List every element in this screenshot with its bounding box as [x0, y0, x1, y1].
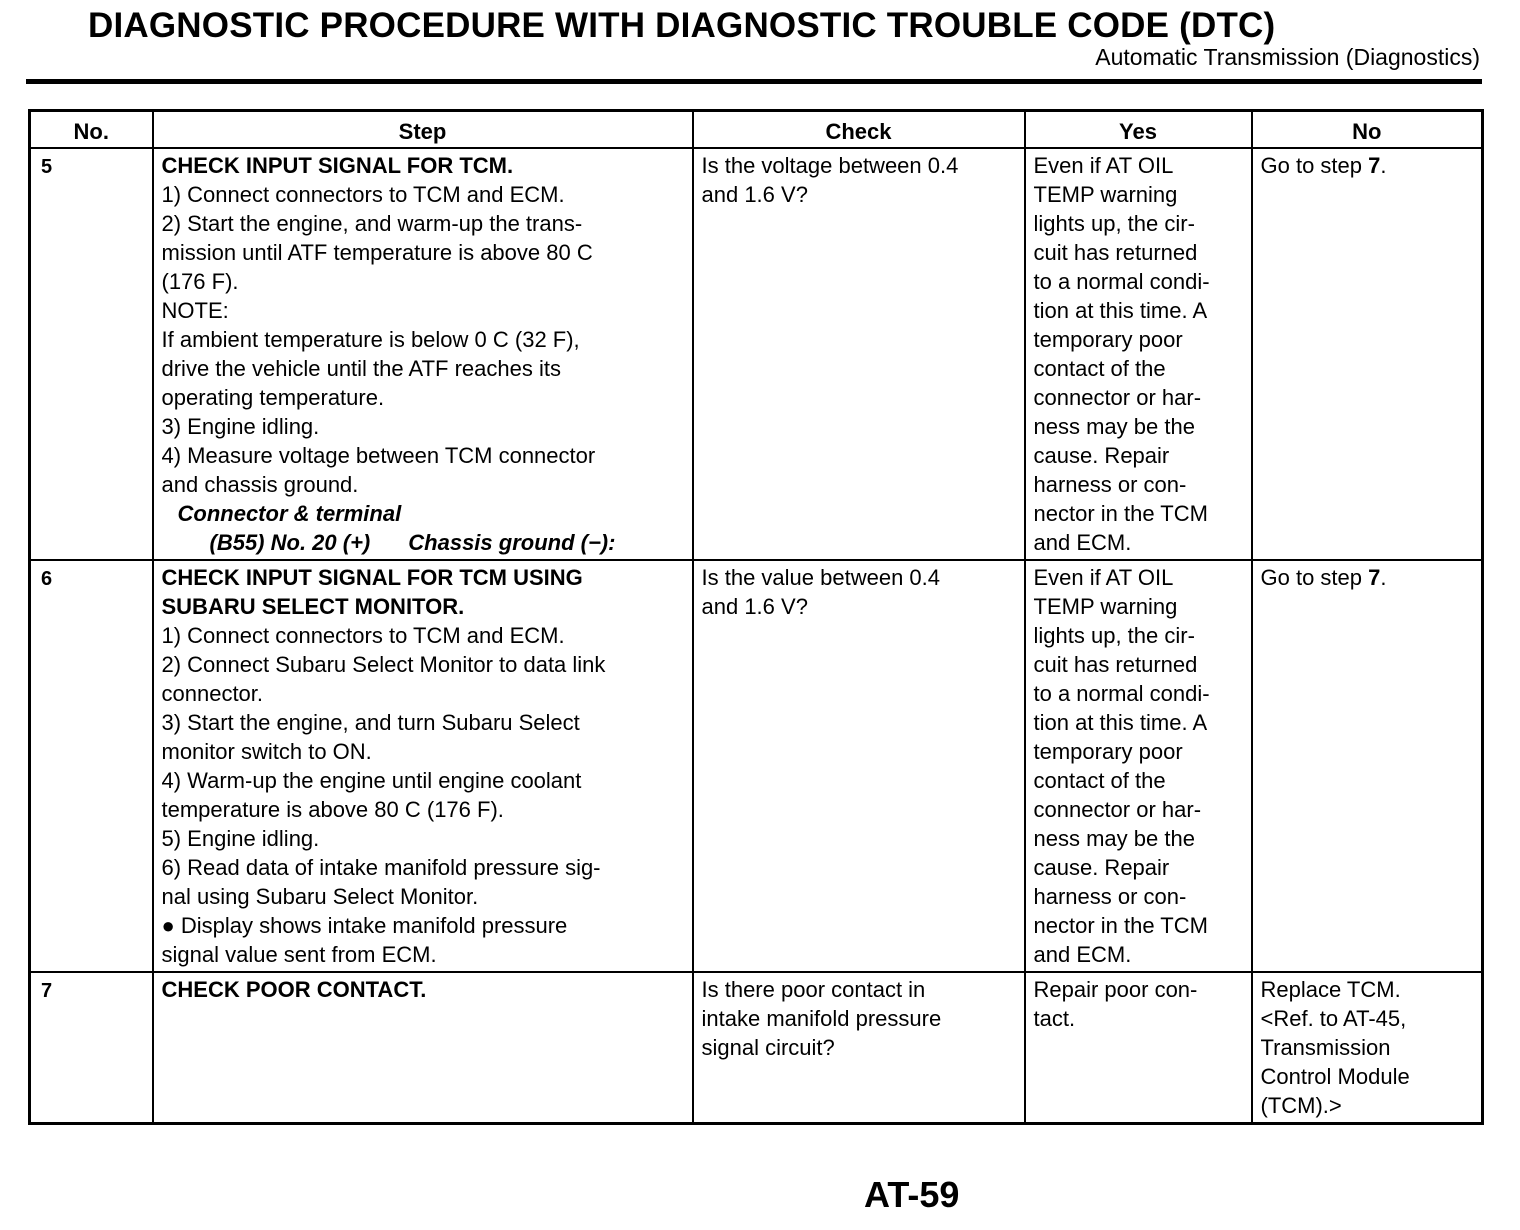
no-cell: [1252, 148, 1483, 560]
step-line: signal value sent from ECM.: [161, 942, 437, 967]
check-cell: [693, 972, 1025, 1124]
check-cell: [693, 148, 1025, 560]
yes-line: contact of the: [1033, 356, 1166, 381]
check-line: Is there poor contact in: [701, 977, 926, 1002]
yes-line: connector or har-: [1033, 797, 1202, 822]
yes-line: cause. Repair: [1033, 443, 1170, 468]
spec-ground: Chassis ground (−):: [408, 530, 616, 555]
step-line: monitor switch to ON.: [161, 739, 372, 764]
step-line: (176 F).: [161, 269, 239, 294]
yes-line: TEMP warning: [1033, 182, 1178, 207]
check-line: and 1.6 V?: [701, 182, 808, 207]
step-cell: [153, 560, 693, 972]
yes-cell: [1025, 148, 1252, 560]
step-line: NOTE:: [161, 298, 229, 323]
no-line: <Ref. to AT-45,: [1260, 1006, 1407, 1031]
yes-line: cuit has returned: [1033, 240, 1198, 265]
diagnostic-table: [28, 109, 1484, 1125]
column-header-check: Check: [693, 111, 1025, 149]
yes-line: Even if AT OIL: [1033, 565, 1174, 590]
go-to-text: Go to step: [1260, 565, 1369, 590]
step-number: 6: [30, 560, 153, 972]
yes-line: lights up, the cir-: [1033, 623, 1195, 648]
column-header-yes: Yes: [1025, 111, 1252, 149]
step-title: CHECK INPUT SIGNAL FOR TCM.: [161, 153, 514, 178]
step-line: mission until ATF temperature is above 80 C: [161, 240, 593, 265]
yes-line: tion at this time. A: [1033, 710, 1208, 735]
yes-line: temporary poor: [1033, 327, 1183, 352]
check-line: Is the value between 0.4: [701, 565, 940, 590]
yes-line: nector in the TCM: [1033, 913, 1208, 938]
page-title: DIAGNOSTIC PROCEDURE WITH DIAGNOSTIC TROUBLE CODE (DTC): [88, 6, 1276, 45]
check-line: signal circuit?: [701, 1035, 835, 1060]
yes-line: ness may be the: [1033, 826, 1195, 851]
step-line: 2) Start the engine, and warm-up the trans-: [161, 211, 583, 236]
step-line: nal using Subaru Select Monitor.: [161, 884, 479, 909]
no-line: Replace TCM.: [1260, 977, 1401, 1002]
step-line: temperature is above 80 C (176 F).: [161, 797, 504, 822]
spec-value: [162, 528, 684, 557]
step-line: 1) Connect connectors to TCM and ECM.: [161, 623, 565, 648]
no-line: [1261, 563, 1474, 592]
yes-line: cuit has returned: [1033, 652, 1198, 677]
yes-line: nector in the TCM: [1033, 501, 1208, 526]
column-header-step: Step: [153, 111, 693, 149]
spec-terminal: (B55) No. 20 (+): [209, 530, 371, 555]
yes-line: cause. Repair: [1033, 855, 1170, 880]
step-line: 5) Engine idling.: [161, 826, 320, 851]
table-row: [30, 560, 1483, 972]
step-line: 3) Engine idling.: [161, 414, 320, 439]
yes-line: tact.: [1033, 1006, 1076, 1031]
yes-line: to a normal condi-: [1033, 681, 1210, 706]
spec-label: Connector & terminal: [177, 501, 402, 526]
step-title: CHECK POOR CONTACT.: [161, 977, 427, 1002]
table-row: [30, 972, 1483, 1124]
step-line: 6) Read data of intake manifold pressure sig-: [161, 855, 601, 880]
step-line: 4) Measure voltage between TCM connector: [161, 443, 596, 468]
yes-line: lights up, the cir-: [1033, 211, 1195, 236]
yes-line: tion at this time. A: [1033, 298, 1208, 323]
go-to-step-number: 7: [1368, 565, 1381, 590]
yes-cell: [1025, 560, 1252, 972]
step-title: CHECK INPUT SIGNAL FOR TCM USING: [161, 565, 583, 590]
yes-line: Repair poor con-: [1033, 977, 1198, 1002]
yes-line: ness may be the: [1033, 414, 1195, 439]
step-title: SUBARU SELECT MONITOR.: [161, 594, 465, 619]
step-number: 7: [30, 972, 153, 1124]
yes-line: and ECM.: [1033, 942, 1132, 967]
table-header-row: [30, 111, 1483, 149]
yes-line: to a normal condi-: [1033, 269, 1210, 294]
yes-line: temporary poor: [1033, 739, 1183, 764]
go-to-suffix: .: [1380, 565, 1387, 590]
step-line: operating temperature.: [161, 385, 385, 410]
step-line: connector.: [161, 681, 264, 706]
column-header-no-result: No: [1252, 111, 1483, 149]
no-line: Control Module: [1260, 1064, 1410, 1089]
yes-line: connector or har-: [1033, 385, 1202, 410]
step-line: ● Display shows intake manifold pressure: [161, 913, 568, 938]
step-line: and chassis ground.: [161, 472, 359, 497]
step-line: 2) Connect Subaru Select Monitor to data link: [161, 652, 606, 677]
check-cell: [693, 560, 1025, 972]
yes-line: TEMP warning: [1033, 594, 1178, 619]
yes-line: harness or con-: [1033, 884, 1187, 909]
go-to-text: Go to step: [1260, 153, 1369, 178]
yes-line: and ECM.: [1033, 530, 1132, 555]
step-line: 3) Start the engine, and turn Subaru Select: [161, 710, 580, 735]
column-header-no: No.: [30, 111, 153, 149]
check-line: Is the voltage between 0.4: [701, 153, 959, 178]
yes-line: harness or con-: [1033, 472, 1187, 497]
page-number: AT-59: [864, 1174, 960, 1215]
yes-line: Even if AT OIL: [1033, 153, 1174, 178]
no-cell: [1252, 560, 1483, 972]
table-row: [30, 148, 1483, 560]
step-line: drive the vehicle until the ATF reaches its: [161, 356, 561, 381]
check-line: intake manifold pressure: [701, 1006, 942, 1031]
check-line: and 1.6 V?: [701, 594, 808, 619]
go-to-suffix: .: [1380, 153, 1387, 178]
no-cell: [1252, 972, 1483, 1124]
page-subtitle: Automatic Transmission (Diagnostics): [1095, 44, 1480, 70]
no-line: Transmission: [1260, 1035, 1391, 1060]
step-cell: [153, 972, 693, 1124]
header-divider: [26, 79, 1482, 84]
step-line: If ambient temperature is below 0 C (32 F),: [161, 327, 580, 352]
go-to-step-number: 7: [1368, 153, 1381, 178]
no-line: (TCM).>: [1260, 1093, 1342, 1118]
step-cell: [153, 148, 693, 560]
yes-line: contact of the: [1033, 768, 1166, 793]
step-line: 1) Connect connectors to TCM and ECM.: [161, 182, 565, 207]
yes-cell: [1025, 972, 1252, 1124]
no-line: [1261, 151, 1474, 180]
step-line: 4) Warm-up the engine until engine coolant: [161, 768, 582, 793]
step-number: 5: [30, 148, 153, 560]
